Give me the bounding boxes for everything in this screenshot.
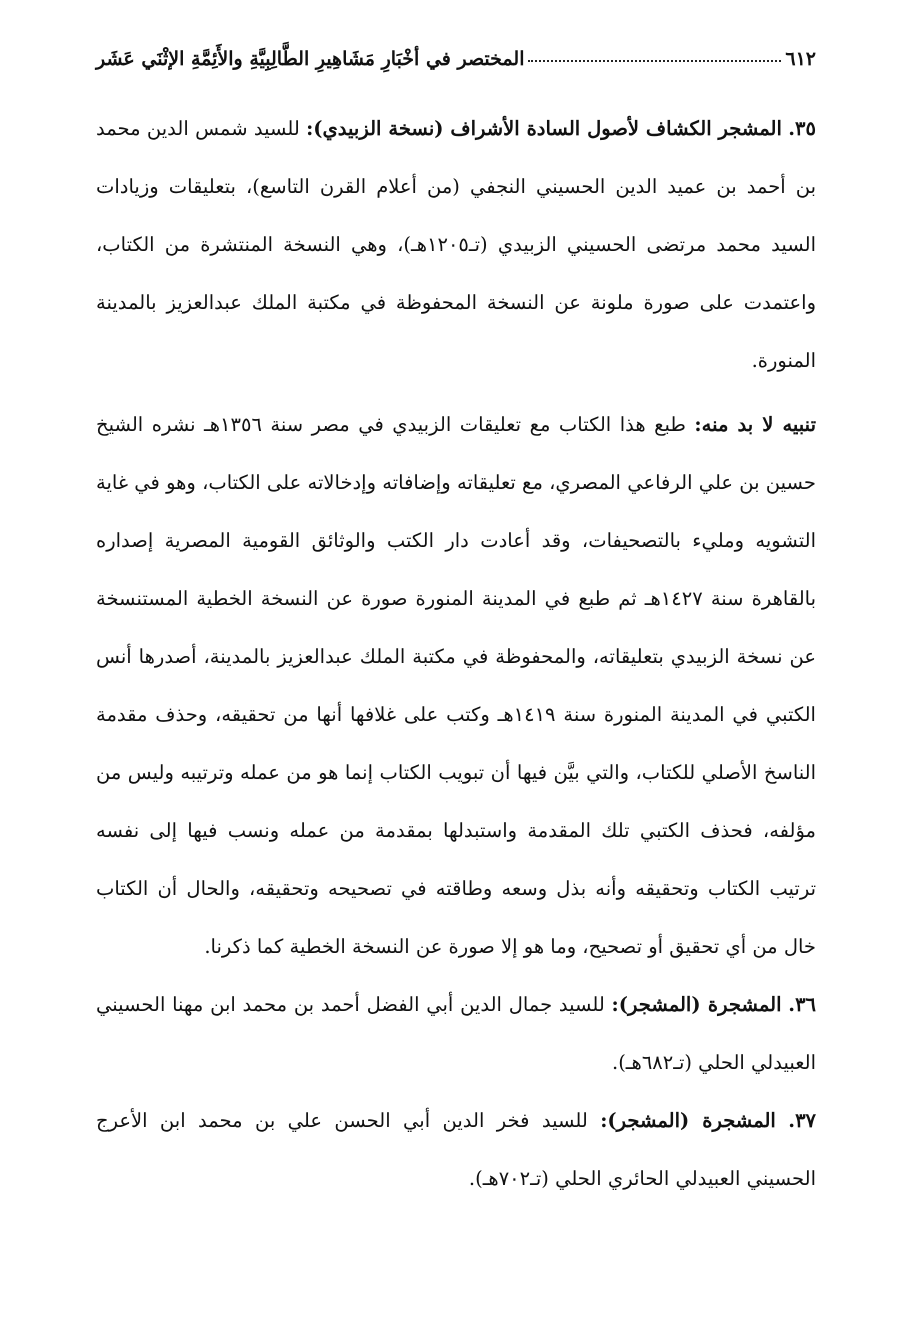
entry-heading: المشجرة (المشجر): — [611, 993, 782, 1016]
book-title: المختصر في أخْبَارِ مَشَاهِيرِ الطَّالِبِيَّةِ والأَئِمَّةِ الإثْنَي عَشَر — [96, 48, 525, 70]
page-number: ٦١٢ — [785, 48, 816, 70]
header-dot-leader — [528, 60, 781, 62]
entry-number: ٣٥. — [788, 117, 816, 140]
running-header — [96, 36, 816, 70]
note-text: طبع هذا الكتاب مع تعليقات الزبيدي في مصر سنة ١٣٥٦هـ نشره الشيخ حسين بن علي الرفاعي المصري، مع تعليقاته وإضافاته وإدخالاته على الكتاب، وهو في غاية التشويه ومليء بالتصحيفات، وقد أعادت دار الكتب والوثائق القومية المصرية إصداره بالقاهرة سنة ١٤٢٧هـ ثم طبع في المدينة المنورة صورة عن النسخة الخطية المستنسخة عن نسخة الزبيدي بتعليقاته، والمحفوظة في مكتبة الملك عبدالعزيز بالمدينة، أصدرها أنس الكتبي في المدينة المنورة سنة ١٤١٩هـ وكتب على غلافها أنها من تحقيقه، وحذف مقدمة الناسخ الأصلي للكتاب، والتي بيَّن فيها أن تبويب الكتاب إنما هو من عمله وترتيبه وليس من مؤلفه، فحذف الكتبي تلك المقدمة واستبدلها بمقدمة من عمله ونسب فيها إلى نفسه ترتيب الكتاب وتحقيقه وأنه بذل وسعه وطاقته في تصحيحه وتحقيقه، والحال أن الكتاب خال من أي تحقيق أو تصحيح، وما هو إلا صورة عن النسخة الخطية كما ذكرنا. — [96, 413, 817, 958]
entry-37 — [96, 1092, 816, 1208]
page-body — [96, 100, 816, 1208]
note-paragraph — [96, 396, 816, 976]
entry-text: للسيد فخر الدين أبي الحسن علي بن محمد ابن الأعرج الحسيني العبيدلي الحائري الحلي (تـ٧٠٢هـ). — [96, 1109, 816, 1190]
note-label: تنبيه لا بد منه: — [694, 413, 816, 436]
entry-heading: المشجر الكشاف لأصول السادة الأشراف (نسخة الزبيدي): — [306, 117, 782, 140]
entry-35 — [96, 100, 816, 390]
entry-36 — [96, 976, 816, 1092]
entry-number: ٣٦. — [788, 993, 817, 1016]
entry-number: ٣٧. — [788, 1109, 817, 1132]
entry-heading: المشجرة (المشجر): — [600, 1109, 776, 1132]
entry-text: للسيد جمال الدين أبي الفضل أحمد بن محمد ابن مهنا الحسيني العبيدلي الحلي (تـ٦٨٢هـ). — [96, 993, 816, 1074]
entry-text: للسيد شمس الدين محمد بن أحمد بن عميد الدين الحسيني النجفي (من أعلام القرن التاسع)، بتعليقات وزيادات السيد محمد مرتضى الحسيني الزبيدي (تـ١٢٠٥هـ)، وهي النسخة المنتشرة من الكتاب، واعتمدت على صورة ملونة عن النسخة المحفوظة في مكتبة الملك عبدالعزيز بالمدينة المنورة. — [96, 117, 816, 372]
